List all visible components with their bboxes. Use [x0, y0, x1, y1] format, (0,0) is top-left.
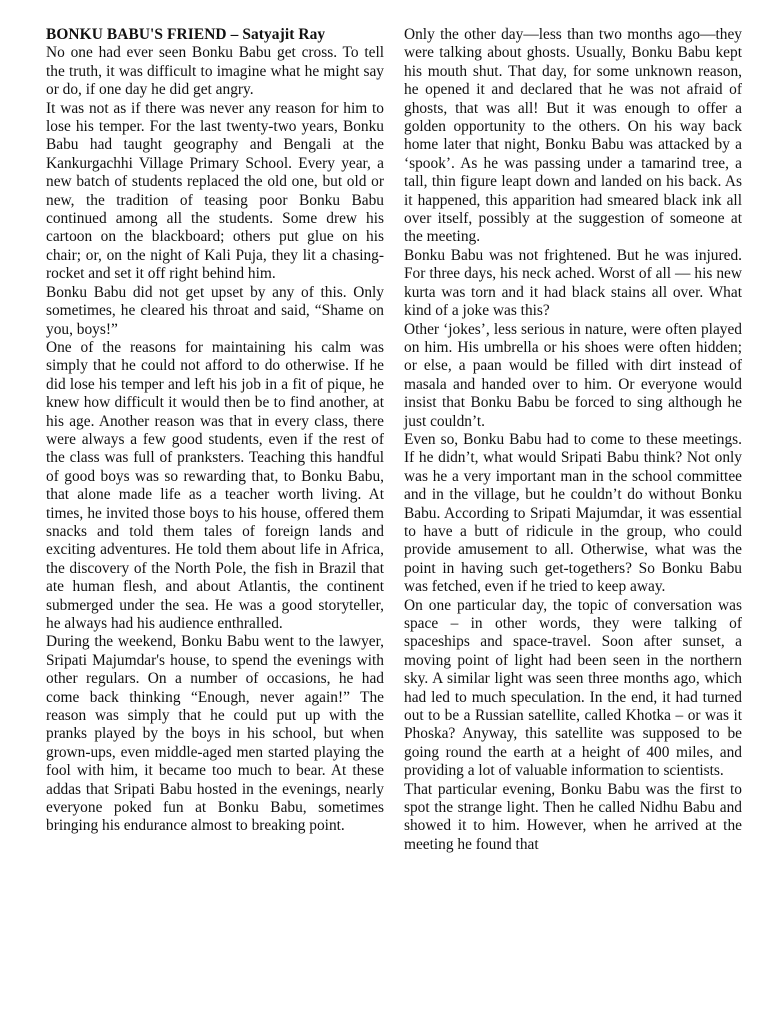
paragraph: Even so, Bonku Babu had to come to these meetings. If he didn’t, what would Sripati Babu think? Not only was he a very important man in the school committee and in the village, but he couldn’t do without Bonku Babu. According to Sripati Majumdar, it was essential to have a butt of ridicule in the group, who could provide amusement to all. Otherwise, what was the point in having such get-togethers? So Bonku Babu was fetched, even if he tried to keep away. [404, 430, 742, 596]
right-column [404, 26, 742, 1024]
paragraph: It was not as if there was never any reason for him to lose his temper. For the last twenty-two years, Bonku Babu had taught geography and Bengali at the Kankurgachhi Village Primary School. Every year, a new batch of students replaced the old one, but old or new, the tradition of teasing poor Bonku Babu continued among all the students. Some drew his cartoon on the blackboard; others put glue on his chair; or, on the night of Kali Puja, they lit a chasing-rocket and set it off right behind him. [46, 99, 384, 283]
paragraph: During the weekend, Bonku Babu went to the lawyer, Sripati Majumdar's house, to spend the evenings with other regulars. On a number of occasions, he had come back thinking “Enough, never again!” The reason was simply that he could put up with the pranks played by the boys in his school, but when grown-ups, even middle-aged men started playing the fool with him, it became too much to bear. At these addas that Sripati Babu hosted in the evenings, nearly everyone poked fun at Bonku Babu, sometimes bringing his endurance almost to breaking point. [46, 633, 384, 835]
left-column [46, 26, 384, 1024]
paragraph: That particular evening, Bonku Babu was the first to spot the strange light. Then he called Nidhu Babu and showed it to him. However, when he arrived at the meeting he found that [404, 780, 742, 853]
paragraph: No one had ever seen Bonku Babu get cross. To tell the truth, it was difficult to imagine what he might say or do, if one day he did get angry. [46, 44, 384, 99]
paragraph: Other ‘jokes’, less serious in nature, were often played on him. His umbrella or his shoes were often hidden; or else, a paan would be filled with dirt instead of masala and handed over to him. Or everyone would insist that Bonku Babu be forced to sing although he just couldn’t. [404, 320, 742, 430]
paragraph: Bonku Babu did not get upset by any of this. Only sometimes, he cleared his throat and said, “Shame on you, boys!” [46, 283, 384, 338]
paragraph: On one particular day, the topic of conversation was space – in other words, they were talking of spaceships and space-travel. Soon after sunset, a moving point of light had been seen in the northern sky. A similar light was seen three months ago, which had led to much speculation. In the end, it had turned out to be a Russian satellite, called Khotka – or was it Phoska? Anyway, this satellite was supposed to be going round the earth at a height of 400 miles, and providing a lot of valuable information to scientists. [404, 596, 742, 780]
document-title: BONKU BABU'S FRIEND – Satyajit Ray [46, 26, 326, 43]
paragraph: One of the reasons for maintaining his calm was simply that he could not afford to do otherwise. If he did lose his temper and left his job in a fit of pique, he knew how difficult it would then be to find another, at his age. Another reason was that in every class, there were always a few good students, even if the rest of the class was full of pranksters. Teaching this handful of good boys was so rewarding that, to Bonku Babu, that alone made life as a teacher worth living. At times, he invited those boys to his house, offered them snacks and told them tales of foreign lands and exciting adventures. He told them about life in Africa, the discovery of the North Pole, the fish in Brazil that ate human flesh, and about Atlantis, the continent submerged under the sea. He was a good storyteller, he always had his audience enthralled. [46, 338, 384, 632]
paragraph: Bonku Babu was not frightened. But he was injured. For three days, his neck ached. Worst of all — his new kurta was torn and it had black stains all over. What kind of a joke was this? [404, 246, 742, 320]
paragraph: Only the other day—less than two months ago—they were talking about ghosts. Usually, Bonku Babu kept his mouth shut. That day, for some unknown reason, he opened it and declared that he was not afraid of ghosts, that was all! But it was enough to offer a golden opportunity to the others. On his way back home later that night, Bonku Babu was attacked by a ‘spook’. As he was passing under a tamarind tree, a tall, thin figure leapt down and landed on his back. As it happened, this apparition had smeared black ink all over itself, possibly at the suggestion of someone at the meeting. [404, 26, 742, 246]
